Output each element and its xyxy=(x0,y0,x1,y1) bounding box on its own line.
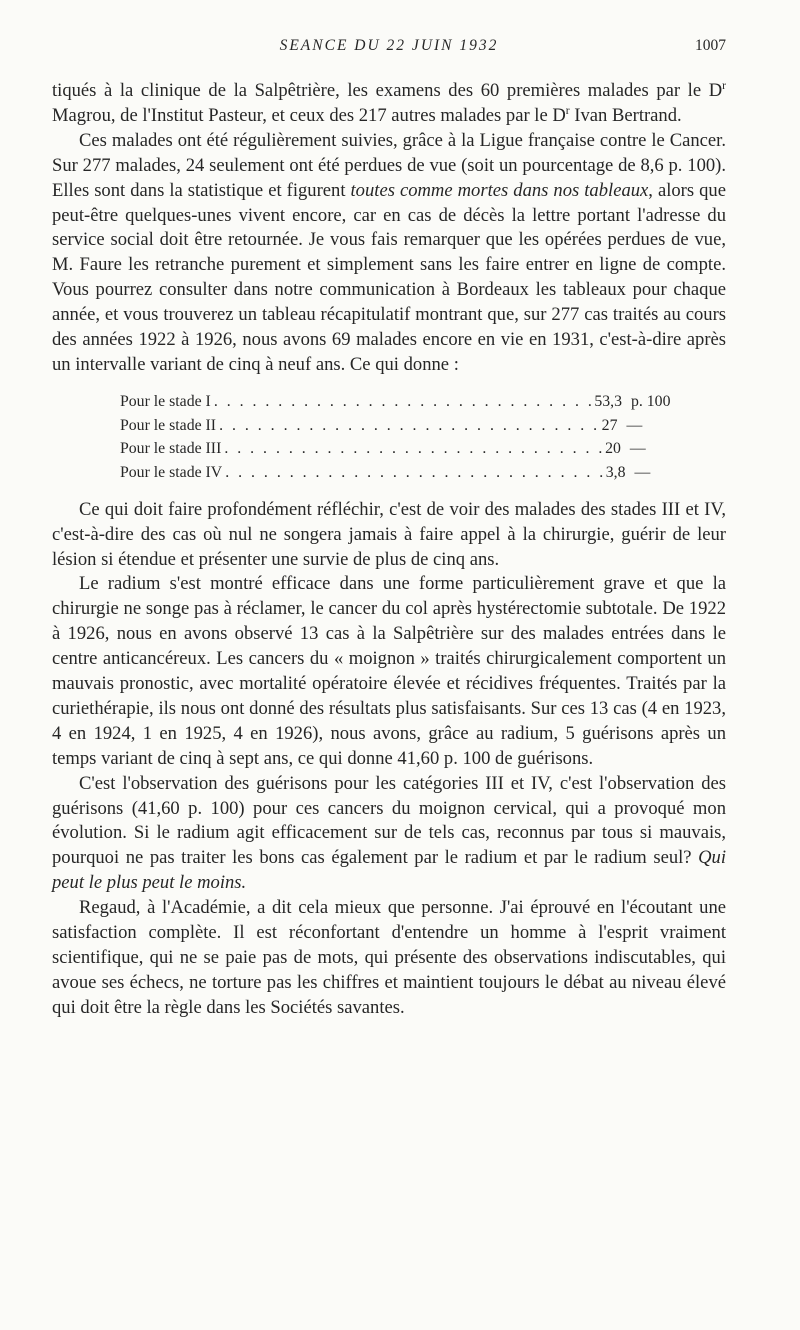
paragraph xyxy=(52,79,726,129)
stage-row xyxy=(120,437,660,461)
stage-label: Pour le stade III xyxy=(120,440,222,458)
stage-value: 20 xyxy=(605,440,621,458)
stage-row xyxy=(120,461,660,485)
stage-value: 27 xyxy=(601,416,618,434)
running-header xyxy=(52,37,726,59)
leader-dots: . . . . . . . . . . . . . . . . . . . . . . . . . . . . . . xyxy=(225,463,606,481)
paragraph xyxy=(52,772,726,897)
text-run: Le radium s'est montré efficace dans une forme particulièrement grave et que la chirurgie ne songe pas à réclamer, le cancer du col après hystérectomie subtotale. De 1922 à 1926, nous en avons observé 13 cas à la Salpêtrière sur des malades entrées dans le centre anticancéreux. Les cancers du « moignon » traités chirurgicalement comportent un mauvais pronostic, avec mortalité opératoire élevée et récidives fréquentes. Traités par la curiethérapie, ils nous ont donné des résultats plus satisfaisants. Sur ces 13 cas (4 en 1923, 4 en 1924, 1 en 1925, 4 en 1926), nous avons, grâce au radium, 5 guérisons après un temps variant de cinq à sept ans, ce qui donne 41,60 p. 100 de guérisons. xyxy=(52,573,726,769)
superscript: r xyxy=(722,79,726,92)
text-run: Ivan Bertrand. xyxy=(569,104,682,126)
stage-value: 3,8 xyxy=(605,463,626,481)
text-run: Magrou, de l'Institut Pasteur, et ceux des 217 autres malades par le D xyxy=(52,104,566,126)
text-run: Ces malades ont été régulièrement suivies, grâce à la Ligue française contre le Cancer. Sur 277 malades, 24 seulement ont été perdues de vue (soit un pourcentage de 8,6 p. 100). Elles sont dans la statistique et figurent xyxy=(52,129,726,201)
article-body xyxy=(52,79,726,1021)
stage-label: Pour le stade II xyxy=(120,416,217,434)
stage-unit: — xyxy=(634,463,651,481)
session-title: SEANCE DU 22 JUIN 1932 xyxy=(279,37,499,54)
stage-value: 53,3 xyxy=(594,392,622,410)
stage-unit: — xyxy=(629,440,646,458)
leader-dots: . . . . . . . . . . . . . . . . . . . . . . . . . . . . . . xyxy=(224,440,605,458)
stage-unit: p. 100 xyxy=(630,392,671,410)
superscript: r xyxy=(565,104,570,117)
text-run: tiqués à la clinique de la Salpêtrière, les examens des 60 premières malades par le D xyxy=(52,80,723,101)
paragraph xyxy=(52,572,726,771)
text-run: , alors que peut-être quelques-unes vivent encore, car en cas de décès la lettre portant l'adresse du service social doit être retournée. Je vous fais remarquer que les opérées perdues de vue, M. Faure les retranche purement et simplement sans les faire entrer en ligne de compte. Vous pourrez consulter dans notre communication à Bordeaux les tableaux pour chaque année, et vous trouverez un tableau récapitulatif montrant que, sur 277 cas traités au cours des années 1922 à 1926, nous avons 69 malades encore en vie en 1931, c'est-à-dire après un intervalle variant de cinq à neuf ans. Ce qui donne : xyxy=(52,179,726,375)
paragraph xyxy=(52,498,726,573)
leader-dots: . . . . . . . . . . . . . . . . . . . . . . . . . . . . . . xyxy=(213,392,595,410)
stage-label: Pour le stade IV xyxy=(120,463,223,481)
survival-by-stage-table xyxy=(120,390,671,485)
text-run: C'est l'observation des guérisons pour les catégories III et IV, c'est l'observation des guérisons (41,60 p. 100) pour ces cancers du moignon cervical, qui a provoqué mon évolution. Si le radium agit efficacement sur de tels cas, reconnus par tous si mauvais, pourquoi ne pas traiter les bons cas également par le radium et par le radium seul? xyxy=(52,772,726,869)
italic-phrase: toutes comme mortes dans nos tableaux xyxy=(350,179,649,201)
leader-dots: . . . . . . . . . . . . . . . . . . . . . . . . . . . . . . xyxy=(219,416,600,434)
text-run: Ce qui doit faire profondément réfléchir, c'est de voir des malades des stades III et IV, c'est-à-dire des cas où nul ne songera jamais à faire appel à la chirurgie, guérir de leur lésion si étendue et présenter une survie de plus de cinq ans. xyxy=(52,498,726,570)
stage-label: Pour le stade I xyxy=(120,392,211,410)
paragraph xyxy=(52,896,726,1021)
stage-row xyxy=(120,414,660,438)
text-run: Regaud, à l'Académie, a dit cela mieux que personne. J'ai éprouvé en l'écoutant une satisfaction complète. Il est réconfortant d'entendre un homme à l'esprit vraiment scientifique, qui ne se paie pas de mots, qui présente des observations indiscutables, qui avoue ses échecs, ne torture pas les chiffres et maintient toujours le débat au niveau élevé qui doit être la règle dans les Sociétés savantes. xyxy=(52,897,726,1018)
italic-phrase: Qui peut le plus peut le moins. xyxy=(52,847,726,894)
paragraph xyxy=(52,129,726,378)
stage-unit: — xyxy=(626,416,643,434)
page-number: 1007 xyxy=(695,37,726,54)
stage-row xyxy=(120,390,671,414)
